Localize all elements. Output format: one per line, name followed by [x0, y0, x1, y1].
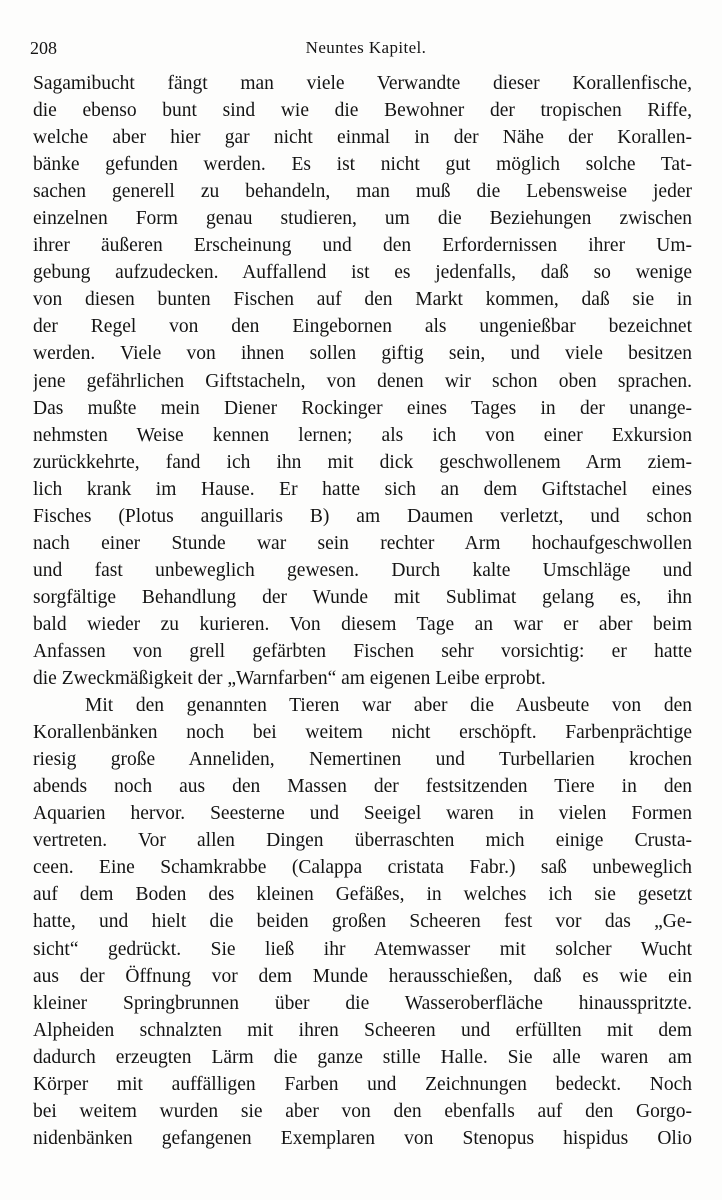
- text-line: zurückkehrte, fand ich ihn mit dick geschwollenem Arm ziem-: [33, 451, 692, 473]
- text-line: vertreten. Vor allen Dingen überraschten mich einige Crusta-: [33, 830, 692, 852]
- text-line: Fisches (Plotus anguillaris B) am Daumen verletzt, und schon: [33, 505, 692, 527]
- text-line: Alpheiden schnalzten mit ihren Scheeren und erfüllten mit dem: [33, 1019, 692, 1041]
- text-line: ceen. Eine Schamkrabbe (Calappa cristata Fabr.) saß unbeweglich: [33, 857, 692, 879]
- text-line: bei weitem wurden sie aber von den ebenfalls auf den Gorgo-: [33, 1100, 692, 1122]
- text-line: gebung aufzudecken. Auffallend ist es jedenfalls, daß so wenige: [33, 262, 692, 284]
- text-line: die ebenso bunt sind wie die Bewohner der tropischen Riffe,: [33, 100, 692, 122]
- running-head: [30, 36, 692, 60]
- text-line: auf dem Boden des kleinen Gefäßes, in welches ich sie gesetzt: [33, 884, 692, 906]
- text-line: einzelnen Form genau studieren, um die Beziehungen zwischen: [33, 208, 692, 230]
- body-text: [33, 70, 692, 1152]
- text-line: bänke gefunden werden. Es ist nicht gut möglich solche Tat-: [33, 154, 692, 176]
- text-line: nehmsten Weise kennen lernen; als ich von einer Exkursion: [33, 424, 692, 446]
- text-line: nach einer Stunde war sein rechter Arm hochaufgeschwollen: [33, 532, 692, 554]
- text-line: Aquarien hervor. Seesterne und Seeigel waren in vielen Formen: [33, 803, 692, 825]
- text-line: ihrer äußeren Erscheinung und den Erfordernissen ihrer Um-: [33, 235, 692, 257]
- page-number: 208: [30, 38, 57, 58]
- text-line: und fast unbeweglich gewesen. Durch kalte Umschläge und: [33, 559, 692, 581]
- text-line: Das mußte mein Diener Rockinger eines Tages in der unange-: [33, 397, 692, 419]
- text-line: riesig große Anneliden, Nemertinen und Turbellarien krochen: [33, 749, 692, 771]
- text-line: von diesen bunten Fischen auf den Markt kommen, daß sie in: [33, 289, 692, 311]
- text-line: Anfassen von grell gefärbten Fischen sehr vorsichtig: er hatte: [33, 640, 692, 662]
- text-line: Korallenbänken noch bei weitem nicht erschöpft. Farbenprächtige: [33, 722, 692, 744]
- text-line: bald wieder zu kurieren. Von diesem Tage an war er aber beim: [33, 613, 692, 635]
- text-line: Körper mit auffälligen Farben und Zeichnungen bedeckt. Noch: [33, 1073, 692, 1095]
- text-line: nidenbänken gefangenen Exemplaren von Stenopus hispidus Olio: [33, 1127, 692, 1149]
- text-line: dadurch erzeugten Lärm die ganze stille Halle. Sie alle waren am: [33, 1046, 692, 1068]
- text-line: die Zweckmäßigkeit der „Warnfarben“ am eigenen Leibe erprobt.: [33, 668, 546, 690]
- text-line: hatte, und hielt die beiden großen Scheeren fest vor das „Ge-: [33, 911, 692, 933]
- text-line: lich krank im Hause. Er hatte sich an dem Giftstachel eines: [33, 478, 692, 500]
- text-line: werden. Viele von ihnen sollen giftig sein, und viele besitzen: [33, 343, 692, 365]
- text-line: kleiner Springbrunnen über die Wasseroberfläche hinausspritzte.: [33, 992, 692, 1014]
- text-line: jene gefährlichen Giftstacheln, von denen wir schon oben sprachen.: [33, 370, 692, 392]
- text-line: abends noch aus den Massen der festsitzenden Tiere in den: [33, 776, 692, 798]
- text-line: Sagamibucht fängt man viele Verwandte dieser Korallenfische,: [33, 73, 692, 94]
- text-line: welche aber hier gar nicht einmal in der Nähe der Korallen-: [33, 127, 692, 149]
- text-line: Mit den genannten Tieren war aber die Ausbeute von den: [85, 695, 692, 717]
- chapter-title: Neuntes Kapitel.: [305, 38, 427, 57]
- text-line: sachen generell zu behandeln, man muß die Lebensweise jeder: [33, 181, 692, 203]
- text-line: sicht“ gedrückt. Sie ließ ihr Atemwasser mit solcher Wucht: [33, 938, 692, 960]
- text-line: aus der Öffnung vor dem Munde herausschießen, daß es wie ein: [33, 965, 692, 987]
- text-line: der Regel von den Eingebornen als ungenießbar bezeichnet: [33, 316, 692, 338]
- text-line: sorgfältige Behandlung der Wunde mit Sublimat gelang es, ihn: [33, 586, 692, 608]
